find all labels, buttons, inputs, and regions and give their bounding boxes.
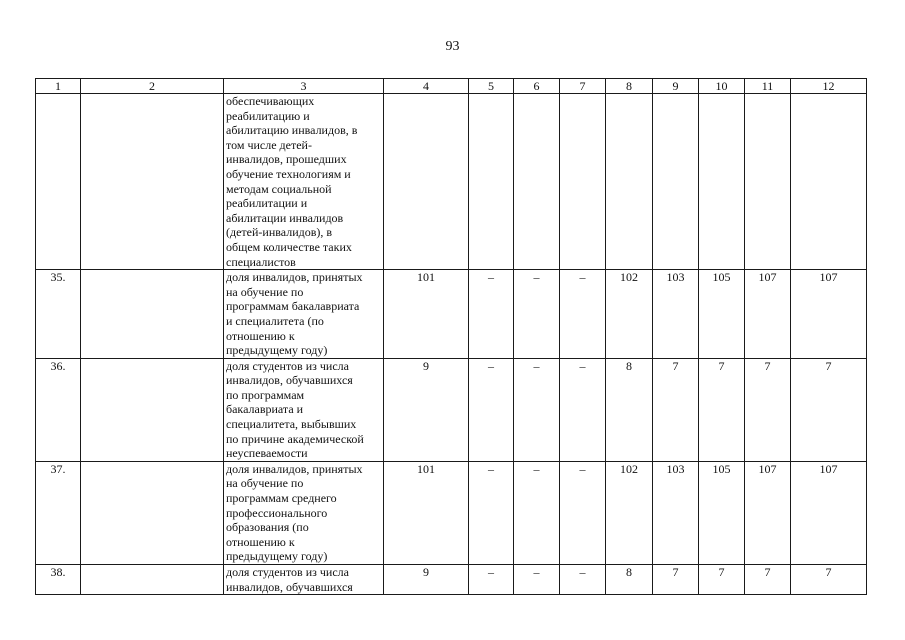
value-cell: 101 — [384, 270, 469, 359]
value-cell: – — [560, 565, 606, 595]
value-cell: 7 — [653, 358, 699, 461]
header-cell: 8 — [606, 79, 653, 94]
header-cell: 9 — [653, 79, 699, 94]
row-number-cell: 38. — [36, 565, 81, 595]
description-line: обеспечивающих — [226, 94, 315, 108]
indicator-description-cell — [224, 358, 384, 461]
value-cell: 102 — [606, 461, 653, 564]
description-line: отношению к — [226, 534, 295, 549]
value-cell — [699, 94, 745, 270]
description-line: реабилитации и — [226, 196, 308, 211]
value-cell: 101 — [384, 461, 469, 564]
value-cell: 107 — [745, 461, 791, 564]
description-line: реабилитацию и — [226, 108, 310, 123]
value-cell: 7 — [699, 358, 745, 461]
value-cell: 7 — [791, 358, 867, 461]
page-number: 93 — [445, 39, 460, 54]
header-cell: 11 — [745, 79, 791, 94]
description-line: неуспеваемости — [226, 446, 308, 461]
description-line: доля инвалидов, принятых — [226, 270, 363, 285]
value-cell: – — [514, 270, 560, 359]
description-line: общем количестве таких — [226, 239, 352, 254]
value-cell: 107 — [791, 461, 867, 564]
header-cell: 4 — [384, 79, 469, 94]
header-cell: 1 — [36, 79, 81, 94]
description-line: на обучение по — [226, 476, 304, 491]
indicator-description-cell — [224, 270, 384, 359]
description-line: инвалидов, обучавшихся — [226, 579, 353, 594]
description-line: отношению к — [226, 328, 295, 343]
description-line: программам бакалавриата — [226, 299, 360, 314]
description-line: на обучение по — [226, 284, 304, 299]
description-line: специалистов — [226, 254, 296, 269]
header-cell: 7 — [560, 79, 606, 94]
value-cell: – — [469, 270, 514, 359]
value-cell: 7 — [745, 358, 791, 461]
row-number-cell: 35. — [36, 270, 81, 359]
table-row — [36, 461, 867, 564]
value-cell: 7 — [653, 565, 699, 595]
value-cell — [514, 94, 560, 270]
value-cell: – — [469, 565, 514, 595]
value-cell — [791, 94, 867, 270]
description-line: доля инвалидов, принятых — [226, 461, 363, 476]
row-number-cell: 37. — [36, 461, 81, 564]
value-cell: – — [514, 358, 560, 461]
header-cell: 10 — [699, 79, 745, 94]
indicator-description-cell — [224, 565, 384, 595]
value-cell: 105 — [699, 461, 745, 564]
description-line: обучение технологиям и — [226, 166, 351, 181]
value-cell: – — [514, 565, 560, 595]
header-row — [36, 79, 867, 94]
value-cell: 7 — [699, 565, 745, 595]
value-cell: 8 — [606, 565, 653, 595]
description-line: том числе детей- — [226, 137, 312, 152]
value-cell — [745, 94, 791, 270]
description-line: профессионального — [226, 505, 328, 520]
column-2-cell — [81, 270, 224, 359]
table-row — [36, 358, 867, 461]
row-number-cell: 36. — [36, 358, 81, 461]
value-cell — [606, 94, 653, 270]
description-line: предыдущему году) — [226, 549, 328, 564]
column-2-cell — [81, 565, 224, 595]
table-row — [36, 270, 867, 359]
value-cell: 102 — [606, 270, 653, 359]
description-line: доля студентов из числа — [226, 565, 349, 579]
value-cell — [469, 94, 514, 270]
value-cell: 7 — [791, 565, 867, 595]
description-line: бакалавриата и — [226, 402, 304, 417]
header-cell: 6 — [514, 79, 560, 94]
description-line: предыдущему году) — [226, 343, 328, 358]
value-cell: 9 — [384, 358, 469, 461]
description-line: доля студентов из числа — [226, 358, 349, 373]
description-line: (детей-инвалидов), в — [226, 225, 333, 240]
table-row — [36, 565, 867, 595]
table-row — [36, 94, 867, 270]
value-cell: 103 — [653, 461, 699, 564]
description-line: программам среднего — [226, 491, 337, 506]
value-cell: – — [560, 358, 606, 461]
value-cell: 107 — [745, 270, 791, 359]
row-number-cell — [36, 94, 81, 270]
description-line: и специалитета (по — [226, 313, 324, 328]
value-cell: 107 — [791, 270, 867, 359]
description-line: абилитации инвалидов — [226, 210, 344, 225]
column-2-cell — [81, 94, 224, 270]
header-cell: 2 — [81, 79, 224, 94]
description-line: инвалидов, прошедших — [226, 152, 347, 167]
value-cell: 8 — [606, 358, 653, 461]
description-line: образования (по — [226, 520, 309, 535]
indicator-description-cell — [224, 461, 384, 564]
description-line: специалитета, выбывших — [226, 417, 357, 432]
indicator-table — [35, 78, 867, 595]
value-cell: – — [560, 461, 606, 564]
value-cell: – — [560, 270, 606, 359]
description-line: по причине академической — [226, 431, 364, 446]
value-cell: – — [514, 461, 560, 564]
value-cell — [653, 94, 699, 270]
value-cell: 9 — [384, 565, 469, 595]
indicator-description-cell — [224, 94, 384, 270]
value-cell: – — [469, 358, 514, 461]
description-line: по программам — [226, 387, 305, 402]
value-cell: – — [469, 461, 514, 564]
description-line: инвалидов, обучавшихся — [226, 373, 353, 388]
value-cell — [560, 94, 606, 270]
description-line: абилитацию инвалидов, в — [226, 123, 358, 138]
value-cell: 7 — [745, 565, 791, 595]
header-cell: 5 — [469, 79, 514, 94]
header-cell: 3 — [224, 79, 384, 94]
value-cell: 103 — [653, 270, 699, 359]
column-2-cell — [81, 358, 224, 461]
value-cell: 105 — [699, 270, 745, 359]
table-body — [36, 79, 867, 595]
value-cell — [384, 94, 469, 270]
description-line: методам социальной — [226, 181, 332, 196]
header-cell: 12 — [791, 79, 867, 94]
column-2-cell — [81, 461, 224, 564]
